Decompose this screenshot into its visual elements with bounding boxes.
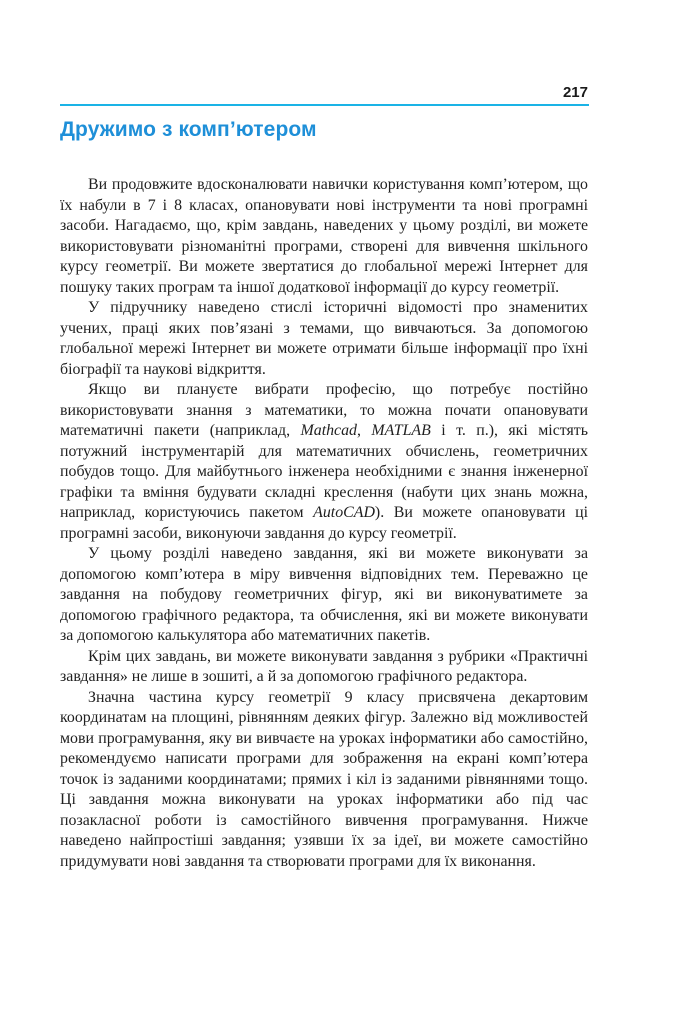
text-run: Ви продовжите вдосконалювати навички користування комп’ютером, що їх набули в 7 і 8 класах, опановувати нові інструменти та нові програмні засоби. Нагадаємо, що, крім завдань, наведених у цьому розділі, ви можете використовувати різноманітні програми, створені для вивчення шкільного курсу геометрії. Ви можете звертатися до глобальної мережі Інтернет для пошуку таких програм та іншої додаткової інформації до курсу геометрії. bbox=[60, 176, 588, 296]
text-run: У підручнику наведено стислі історичні відомості про знаменитих учених, праці яких пов’язані з темами, що вивчаються. За допомогою глобальної мережі Інтернет ви можете отримати більше інформації про їхні біографії та наукові відкриття. bbox=[60, 299, 588, 378]
paragraph bbox=[60, 175, 588, 298]
paragraph bbox=[60, 298, 588, 380]
body-text bbox=[60, 175, 588, 872]
section-title: Дружимо з комп’ютером bbox=[60, 118, 317, 141]
text-run: ). Ви можете опановувати ці програмні засоби, виконуючи завдання до курсу геометрії. bbox=[60, 504, 588, 542]
paragraph bbox=[60, 688, 588, 873]
paragraph bbox=[60, 647, 588, 688]
header-rule bbox=[60, 104, 589, 106]
paragraph bbox=[60, 380, 588, 544]
text-run: , bbox=[357, 422, 372, 439]
paragraph bbox=[60, 544, 588, 647]
software-name-autocad: AutoCAD bbox=[313, 504, 375, 521]
software-name-matlab: MATLAB bbox=[371, 422, 431, 439]
text-run: і т. п.), які містять потужний інструментарій для математичних обчислень, геометричних побудов тощо. Для майбутнього інженера необхідними є знання інженерної графіки та вміння будувати складні креслення (набути цих знань можна, наприклад, користуючись пакетом bbox=[60, 422, 588, 521]
text-run: У цьому розділі наведено завдання, які ви можете виконувати за допомогою комп’ютера в міру вивчення відповідних тем. Переважно це завдання на побудову геометричних фігур, які ви виконуватимете за допомогою графічного редактора, та обчислення, які ви можете виконувати за допомогою калькулятора або математичних пакетів. bbox=[60, 545, 588, 644]
text-run: Крім цих завдань, ви можете виконувати завдання з рубрики «Практичні завдання» не лише в зошиті, а й за допомогою графічного редактора. bbox=[60, 647, 588, 685]
text-run: Значна частина курсу геометрії 9 класу присвячена декартовим координатам на площині, рівнянням деяких фігур. Залежно від можливостей мови програмування, яку ви вивчаєте на уроках інформатики або самостійно, рекомендуємо написати програми для зображення на екрані комп’ютера точок із заданими координатами; прямих і кіл із заданими рівняннями тощо. Ці завдання можна виконувати на уроках інформатики або під час позакласної роботи із самостійного вивчення програмування. Нижче наведено найпростіші завдання; узявши їх за ідеї, ви можете самостійно придумувати нові завдання та створювати програми для їх виконання. bbox=[60, 688, 588, 870]
page-number: 217 bbox=[562, 84, 588, 101]
text-run: Якщо ви плануєте вибрати професію, що потребує постійно використовувати знання з математики, то можна почати опановувати математичні пакети (наприклад, bbox=[60, 381, 588, 439]
software-name-mathcad: Mathcad bbox=[300, 422, 358, 439]
